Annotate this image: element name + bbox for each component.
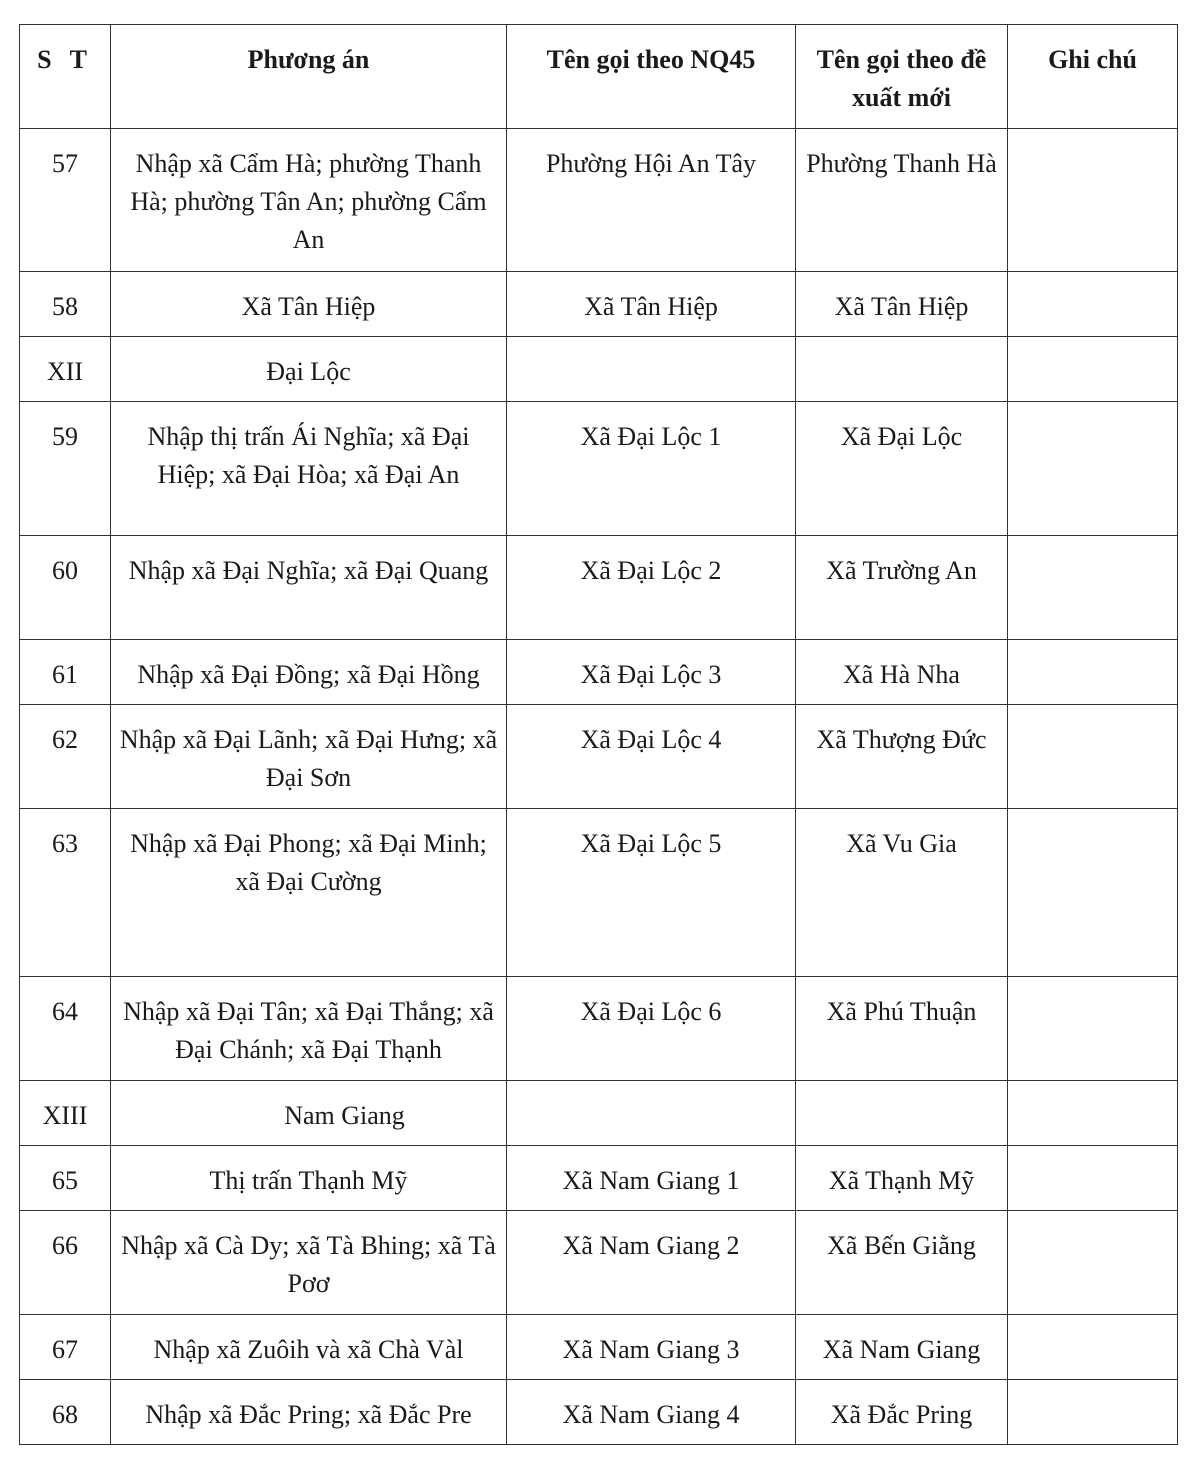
table-row xyxy=(20,640,1178,705)
cell-stt: 67 xyxy=(20,1315,111,1380)
table-row xyxy=(20,402,1178,536)
cell-phuong-an: Nhập thị trấn Ái Nghĩa; xã Đại Hiệp; xã Đại Hòa; xã Đại An xyxy=(111,402,507,536)
cell-de-xuat xyxy=(796,1081,1008,1146)
table-row xyxy=(20,536,1178,640)
cell-de-xuat: Xã Trường An xyxy=(796,536,1008,640)
cell-phuong-an: Thị trấn Thạnh Mỹ xyxy=(111,1146,507,1211)
cell-ghi-chu xyxy=(1008,1380,1178,1445)
header-phuong-an: Phương án xyxy=(111,25,507,129)
cell-nq45: Xã Nam Giang 4 xyxy=(507,1380,796,1445)
cell-ghi-chu xyxy=(1008,337,1178,402)
cell-ghi-chu xyxy=(1008,809,1178,977)
cell-de-xuat: Xã Hà Nha xyxy=(796,640,1008,705)
cell-nq45: Xã Đại Lộc 2 xyxy=(507,536,796,640)
cell-stt: 61 xyxy=(20,640,111,705)
cell-nq45: Xã Đại Lộc 1 xyxy=(507,402,796,536)
cell-de-xuat: Xã Thượng Đức xyxy=(796,705,1008,809)
section-row xyxy=(20,1081,1178,1146)
cell-ghi-chu xyxy=(1008,1146,1178,1211)
cell-nq45: Xã Đại Lộc 3 xyxy=(507,640,796,705)
cell-ghi-chu xyxy=(1008,402,1178,536)
header-row xyxy=(20,25,1178,129)
cell-section-title: Nam Giang xyxy=(111,1081,507,1146)
table-row xyxy=(20,1380,1178,1445)
cell-de-xuat: Xã Thạnh Mỹ xyxy=(796,1146,1008,1211)
cell-ghi-chu xyxy=(1008,536,1178,640)
cell-de-xuat: Xã Nam Giang xyxy=(796,1315,1008,1380)
cell-phuong-an: Nhập xã Đắc Pring; xã Đắc Pre xyxy=(111,1380,507,1445)
cell-de-xuat: Xã Phú Thuận xyxy=(796,977,1008,1081)
table-row xyxy=(20,977,1178,1081)
header-ghi-chu: Ghi chú xyxy=(1008,25,1178,129)
cell-section-title: Đại Lộc xyxy=(111,337,507,402)
cell-nq45: Xã Nam Giang 3 xyxy=(507,1315,796,1380)
cell-stt: 57 xyxy=(20,129,111,272)
cell-phuong-an: Nhập xã Đại Tân; xã Đại Thắng; xã Đại Chánh; xã Đại Thạnh xyxy=(111,977,507,1081)
header-stt: S T xyxy=(20,25,111,129)
cell-ghi-chu xyxy=(1008,640,1178,705)
cell-stt: 66 xyxy=(20,1211,111,1315)
cell-de-xuat: Xã Đại Lộc xyxy=(796,402,1008,536)
cell-phuong-an: Xã Tân Hiệp xyxy=(111,272,507,337)
cell-stt: 60 xyxy=(20,536,111,640)
cell-stt: 59 xyxy=(20,402,111,536)
table-row xyxy=(20,1146,1178,1211)
cell-de-xuat: Xã Vu Gia xyxy=(796,809,1008,977)
cell-de-xuat: Xã Bến Giằng xyxy=(796,1211,1008,1315)
cell-nq45: Xã Nam Giang 2 xyxy=(507,1211,796,1315)
table-row xyxy=(20,1315,1178,1380)
cell-ghi-chu xyxy=(1008,705,1178,809)
cell-stt: 65 xyxy=(20,1146,111,1211)
cell-stt: 63 xyxy=(20,809,111,977)
table-row xyxy=(20,809,1178,977)
cell-de-xuat: Xã Đắc Pring xyxy=(796,1380,1008,1445)
cell-nq45: Phường Hội An Tây xyxy=(507,129,796,272)
table-row xyxy=(20,1211,1178,1315)
cell-ghi-chu xyxy=(1008,129,1178,272)
cell-nq45 xyxy=(507,337,796,402)
cell-de-xuat xyxy=(796,337,1008,402)
cell-ghi-chu xyxy=(1008,977,1178,1081)
cell-phuong-an: Nhập xã Đại Đồng; xã Đại Hồng xyxy=(111,640,507,705)
cell-ghi-chu xyxy=(1008,1211,1178,1315)
cell-stt: XII xyxy=(20,337,111,402)
merger-table xyxy=(19,24,1178,1445)
cell-ghi-chu xyxy=(1008,272,1178,337)
cell-nq45: Xã Nam Giang 1 xyxy=(507,1146,796,1211)
cell-stt: 64 xyxy=(20,977,111,1081)
cell-ghi-chu xyxy=(1008,1315,1178,1380)
cell-phuong-an: Nhập xã Cẩm Hà; phường Thanh Hà; phường Tân An; phường Cẩm An xyxy=(111,129,507,272)
table-row xyxy=(20,272,1178,337)
cell-stt: 62 xyxy=(20,705,111,809)
cell-phuong-an: Nhập xã Zuôih và xã Chà Vàl xyxy=(111,1315,507,1380)
table-row xyxy=(20,129,1178,272)
table-row xyxy=(20,705,1178,809)
cell-phuong-an: Nhập xã Cà Dy; xã Tà Bhing; xã Tà Pơơ xyxy=(111,1211,507,1315)
header-nq45: Tên gọi theo NQ45 xyxy=(507,25,796,129)
cell-nq45 xyxy=(507,1081,796,1146)
cell-nq45: Xã Đại Lộc 6 xyxy=(507,977,796,1081)
cell-nq45: Xã Tân Hiệp xyxy=(507,272,796,337)
cell-phuong-an: Nhập xã Đại Nghĩa; xã Đại Quang xyxy=(111,536,507,640)
cell-phuong-an: Nhập xã Đại Lãnh; xã Đại Hưng; xã Đại Sơn xyxy=(111,705,507,809)
cell-de-xuat: Phường Thanh Hà xyxy=(796,129,1008,272)
cell-stt: XIII xyxy=(20,1081,111,1146)
cell-nq45: Xã Đại Lộc 4 xyxy=(507,705,796,809)
header-de-xuat: Tên gọi theo đề xuất mới xyxy=(796,25,1008,129)
cell-stt: 68 xyxy=(20,1380,111,1445)
cell-de-xuat: Xã Tân Hiệp xyxy=(796,272,1008,337)
cell-stt: 58 xyxy=(20,272,111,337)
cell-nq45: Xã Đại Lộc 5 xyxy=(507,809,796,977)
cell-ghi-chu xyxy=(1008,1081,1178,1146)
cell-phuong-an: Nhập xã Đại Phong; xã Đại Minh; xã Đại Cường xyxy=(111,809,507,977)
section-row xyxy=(20,337,1178,402)
